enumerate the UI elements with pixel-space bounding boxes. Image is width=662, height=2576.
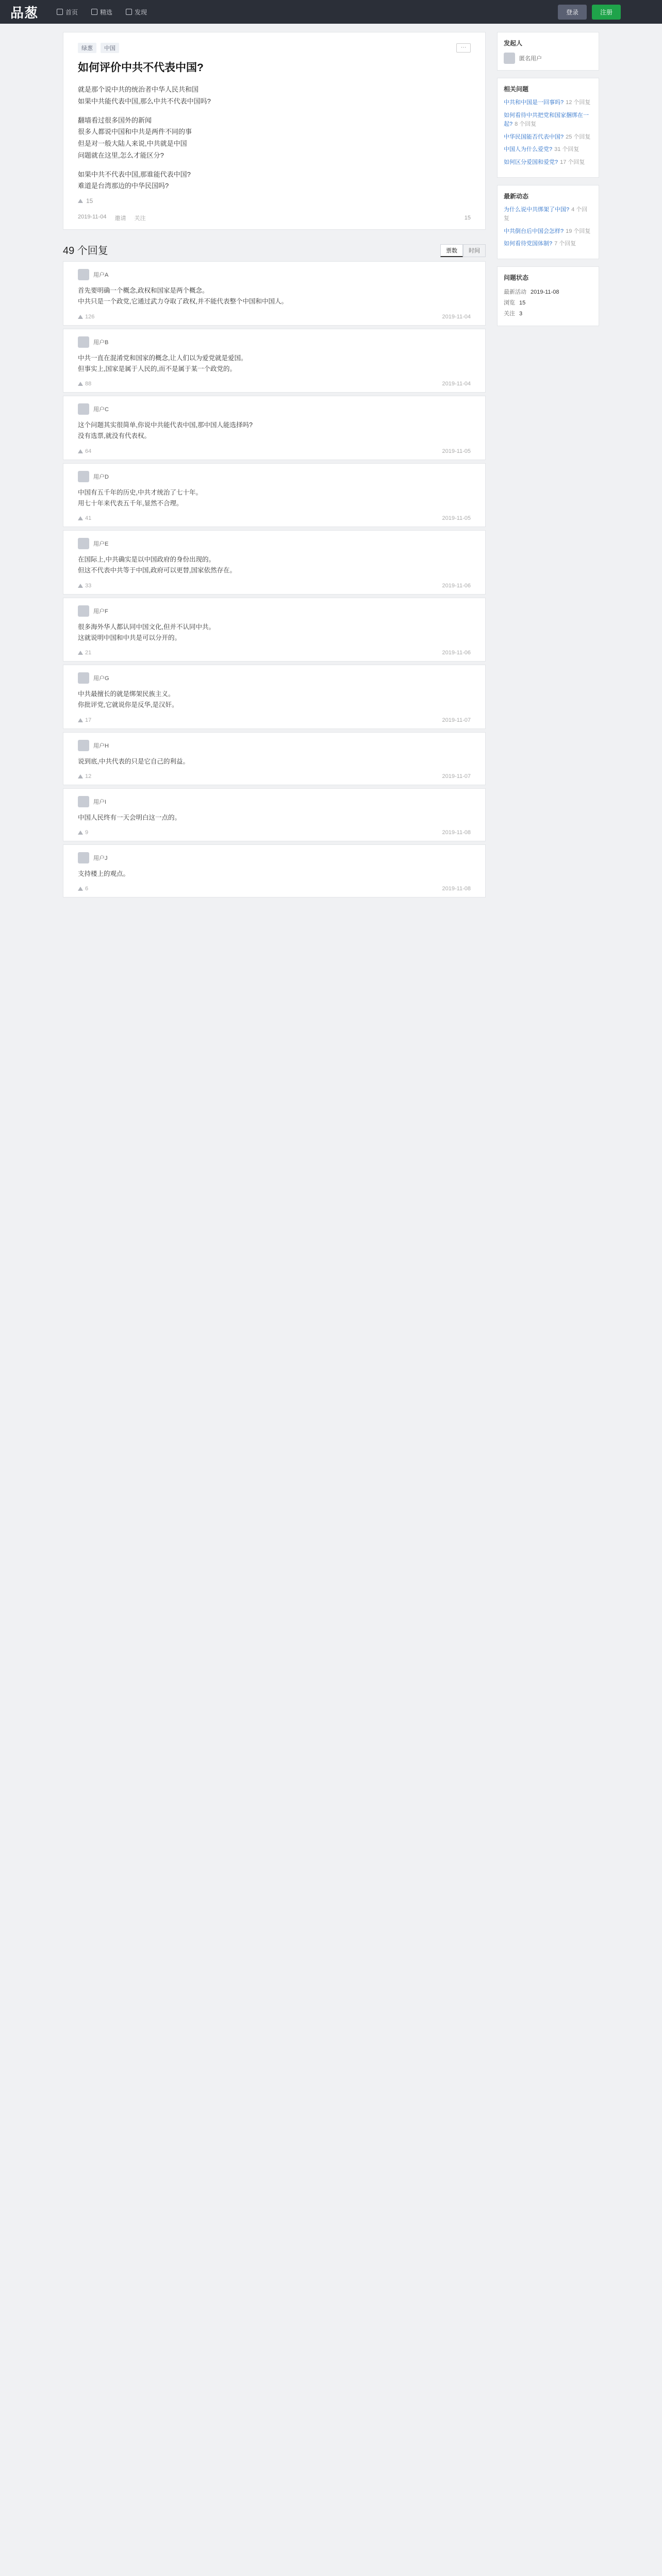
nav-featured[interactable]: 精选 xyxy=(91,8,112,16)
upvote-icon xyxy=(78,516,83,520)
question-title: 如何评价中共不代表中国? xyxy=(78,62,204,74)
upvote-icon xyxy=(78,831,83,835)
answer-upvote[interactable]: 17 xyxy=(78,717,91,723)
answer-card xyxy=(63,732,486,785)
avatar[interactable] xyxy=(78,538,89,549)
stat-row: 最新活动 2019-11-08 xyxy=(504,289,559,295)
answer-paragraph: 很多海外华人都认同中国文化,但并不认同中共。 xyxy=(78,623,215,631)
answer-paragraph: 但事实上,国家是属于人民的,而不是属于某一个政党的。 xyxy=(78,365,236,372)
avatar[interactable] xyxy=(78,269,89,280)
question-paragraph: 问题就在这里,怎么才能区分? xyxy=(78,151,164,159)
answer-upvote[interactable]: 33 xyxy=(78,583,91,589)
answer-paragraph: 但这不代表中共等于中国,政府可以更替,国家依然存在。 xyxy=(78,567,236,574)
upvote-icon xyxy=(78,382,83,386)
answer-paragraph: 在国际上,中共确实是以中国政府的身份出现的。 xyxy=(78,556,215,563)
answer-body xyxy=(78,869,471,879)
answer-upvote[interactable]: 126 xyxy=(78,314,94,320)
stat-row: 浏览 15 xyxy=(504,299,526,306)
answer-card xyxy=(63,261,486,326)
answer-author[interactable]: 用户H xyxy=(93,742,109,749)
answer-author[interactable]: 用户G xyxy=(93,675,109,682)
answer-card xyxy=(63,788,486,841)
answer-author[interactable]: 用户I xyxy=(93,799,107,805)
answer-card xyxy=(63,329,486,393)
answer-date: 2019-11-08 xyxy=(442,886,471,892)
stat-row: 关注 3 xyxy=(504,310,523,317)
upvote-icon xyxy=(78,449,83,453)
nav-discover[interactable]: 发现 xyxy=(126,8,147,16)
main-nav xyxy=(57,8,147,16)
answer-body xyxy=(78,420,471,442)
upvote-icon xyxy=(78,651,83,655)
related-question-link[interactable]: 中华民国能否代表中国? 25 个回复 xyxy=(504,133,591,140)
author-name[interactable]: 匿名用户 xyxy=(519,56,542,62)
answer-author[interactable]: 用户J xyxy=(93,855,108,861)
upvote-icon xyxy=(78,199,83,203)
answer-card xyxy=(63,396,486,460)
question-user-chip[interactable]: 绿葱 xyxy=(78,43,96,53)
answer-paragraph: 中国人民终有一天会明白这一点的。 xyxy=(78,814,181,821)
answer-date: 2019-11-05 xyxy=(442,515,471,521)
answer-paragraph: 用七十年来代表五千年,显然不合理。 xyxy=(78,499,183,507)
avatar[interactable] xyxy=(78,852,89,863)
main-column xyxy=(63,32,486,901)
avatar[interactable] xyxy=(78,672,89,684)
follow-button[interactable]: 关注 xyxy=(134,215,146,222)
upvote-icon xyxy=(78,315,83,319)
answer-author[interactable]: 用户F xyxy=(93,608,108,615)
question-stats-box: 问题状态 最新活动 2019-11-08 浏览 15 关注 3 xyxy=(497,266,599,326)
fire-icon xyxy=(91,9,97,15)
answer-date: 2019-11-07 xyxy=(442,773,471,779)
related-question-link[interactable]: 中国人为什么爱党? 31 个回复 xyxy=(504,146,580,153)
sort-by-time[interactable]: 时间 xyxy=(463,244,486,257)
answer-body xyxy=(78,487,471,510)
answer-paragraph: 支持楼上的观点。 xyxy=(78,870,130,877)
answer-body xyxy=(78,285,471,308)
question-paragraph: 如果中共能代表中国,那么中共不代表中国吗? xyxy=(78,97,211,105)
avatar[interactable] xyxy=(78,740,89,751)
question-paragraph: 如果中共不代表中国,那谁能代表中国? xyxy=(78,170,191,178)
paragraph-gap xyxy=(78,162,471,169)
recent-activity-link[interactable]: 如何看待党国体制? 7 个回复 xyxy=(504,241,576,247)
answer-date: 2019-11-07 xyxy=(442,717,471,723)
answer-date: 2019-11-08 xyxy=(442,829,471,836)
answer-author[interactable]: 用户E xyxy=(93,541,109,547)
nav-home[interactable]: 首页 xyxy=(57,8,78,16)
answer-upvote[interactable]: 9 xyxy=(78,829,88,836)
answer-date: 2019-11-04 xyxy=(442,313,471,320)
avatar[interactable] xyxy=(78,336,89,348)
paragraph-gap xyxy=(78,108,471,115)
answer-author[interactable]: 用户A xyxy=(93,272,109,278)
answer-paragraph: 这个问题其实很简单,你说中共能代表中国,那中国人能选择吗? xyxy=(78,421,253,429)
answer-paragraph: 你批评党,它就说你是反华,是汉奸。 xyxy=(78,701,178,709)
recent-activity-link[interactable]: 中共倒台后中国会怎样? 19 个回复 xyxy=(504,228,591,234)
answer-upvote[interactable]: 6 xyxy=(78,886,88,892)
answer-card xyxy=(63,598,486,662)
avatar[interactable] xyxy=(78,471,89,482)
home-icon xyxy=(57,9,63,15)
avatar[interactable] xyxy=(78,796,89,807)
answer-date: 2019-11-06 xyxy=(442,582,471,589)
answer-body xyxy=(78,812,471,823)
recent-activity-box: 最新动态 为什么说中共绑架了中国? 4 个回复 中共倒台后中国会怎样? 19 个回复 如何看待党国体制? 7 个回复 xyxy=(497,185,599,259)
question-paragraph: 翻墙看过很多国外的新闻 xyxy=(78,116,152,124)
more-options-button[interactable]: ··· xyxy=(456,43,471,53)
answer-paragraph: 首先要明确一个概念,政权和国家是两个概念。 xyxy=(78,287,209,294)
avatar[interactable] xyxy=(78,403,89,415)
question-views: 15 xyxy=(464,215,471,221)
question-card xyxy=(63,32,486,230)
sort-by-votes[interactable]: 票数 xyxy=(440,244,463,257)
avatar[interactable] xyxy=(78,605,89,617)
login-button[interactable]: 登录 xyxy=(558,5,587,20)
answer-paragraph: 没有选票,就没有代表权。 xyxy=(78,432,151,440)
answer-card xyxy=(63,665,486,729)
answer-date: 2019-11-05 xyxy=(442,448,471,454)
answer-body xyxy=(78,689,471,711)
answer-author[interactable]: 用户D xyxy=(93,473,109,480)
answer-card xyxy=(63,844,486,897)
related-questions-box: 相关问题 中共和中国是一回事吗? 12 个回复 如何看待中共把党和国家捆绑在一起? 8 个回复 中华民国能否代表中国? 25 个回复 中国人为什么爱党? 31 个回复 如何区分爱国和爱党? 17 个回复 xyxy=(497,78,599,178)
question-paragraph: 很多人都说中国和中共是两件不同的事 xyxy=(78,128,192,136)
answer-date: 2019-11-04 xyxy=(442,381,471,387)
answer-card xyxy=(63,463,486,528)
question-paragraph: 难道是台湾那边的中华民国吗? xyxy=(78,182,169,190)
author-box: 发起人 匿名用户 xyxy=(497,32,599,71)
site-logo[interactable]: 品葱 xyxy=(10,5,39,21)
answer-body xyxy=(78,353,471,375)
answer-paragraph: 中共最擅长的就是绑架民族主义。 xyxy=(78,690,175,698)
answers-list xyxy=(63,261,486,897)
answer-upvote[interactable]: 41 xyxy=(78,515,91,521)
top-navbar xyxy=(0,0,662,24)
question-vote[interactable]: 15 xyxy=(78,197,471,205)
answer-upvote[interactable]: 21 xyxy=(78,650,91,656)
answer-author[interactable]: 用户B xyxy=(93,339,109,346)
related-question-link[interactable]: 如何看待中共把党和国家捆绑在一起? 8 个回复 xyxy=(504,112,589,128)
upvote-icon xyxy=(78,887,83,891)
upvote-icon xyxy=(78,718,83,722)
avatar[interactable] xyxy=(504,53,515,64)
answer-body xyxy=(78,756,471,767)
sidebar xyxy=(497,32,599,901)
related-question-link[interactable]: 如何区分爱国和爱党? 17 个回复 xyxy=(504,159,585,165)
question-paragraph: 就是那个说中共的统治者中华人民共和国 xyxy=(78,86,199,93)
answers-count: 49 个回复 xyxy=(63,245,108,257)
question-topic-tag[interactable]: 中国 xyxy=(101,43,119,53)
answer-author[interactable]: 用户C xyxy=(93,406,109,413)
question-body xyxy=(78,84,471,192)
question-date: 2019-11-04 xyxy=(78,214,107,220)
upvote-icon xyxy=(78,774,83,778)
answers-sort xyxy=(440,244,486,257)
answer-upvote[interactable]: 64 xyxy=(78,448,91,454)
answer-body xyxy=(78,622,471,644)
recent-activity-link[interactable]: 为什么说中共绑架了中国? 4 个回复 xyxy=(504,206,588,222)
answer-paragraph: 说到底,中共代表的只是它自己的利益。 xyxy=(78,757,189,765)
question-paragraph: 但是对一般大陆人来说,中共就是中国 xyxy=(78,140,187,147)
answer-paragraph: 这就说明中国和中共是可以分开的。 xyxy=(78,634,181,641)
answer-body xyxy=(78,554,471,577)
answer-upvote[interactable]: 88 xyxy=(78,381,91,387)
answer-upvote[interactable]: 12 xyxy=(78,773,91,779)
answer-date: 2019-11-06 xyxy=(442,650,471,656)
answer-paragraph: 中国有五千年的历史,中共才统治了七十年。 xyxy=(78,488,202,496)
answer-paragraph: 中共一直在混淆党和国家的概念,让人们以为爱党就是爱国。 xyxy=(78,354,247,362)
signup-button[interactable]: 注册 xyxy=(592,5,621,20)
invite-button[interactable]: 邀请 xyxy=(114,215,126,222)
upvote-icon xyxy=(78,584,83,588)
related-question-link[interactable]: 中共和中国是一回事吗? 12 个回复 xyxy=(504,99,591,106)
answer-card xyxy=(63,530,486,595)
compass-icon xyxy=(126,9,132,15)
answer-paragraph: 中共只是一个政党,它通过武力夺取了政权,并不能代表整个中国和中国人。 xyxy=(78,298,288,306)
